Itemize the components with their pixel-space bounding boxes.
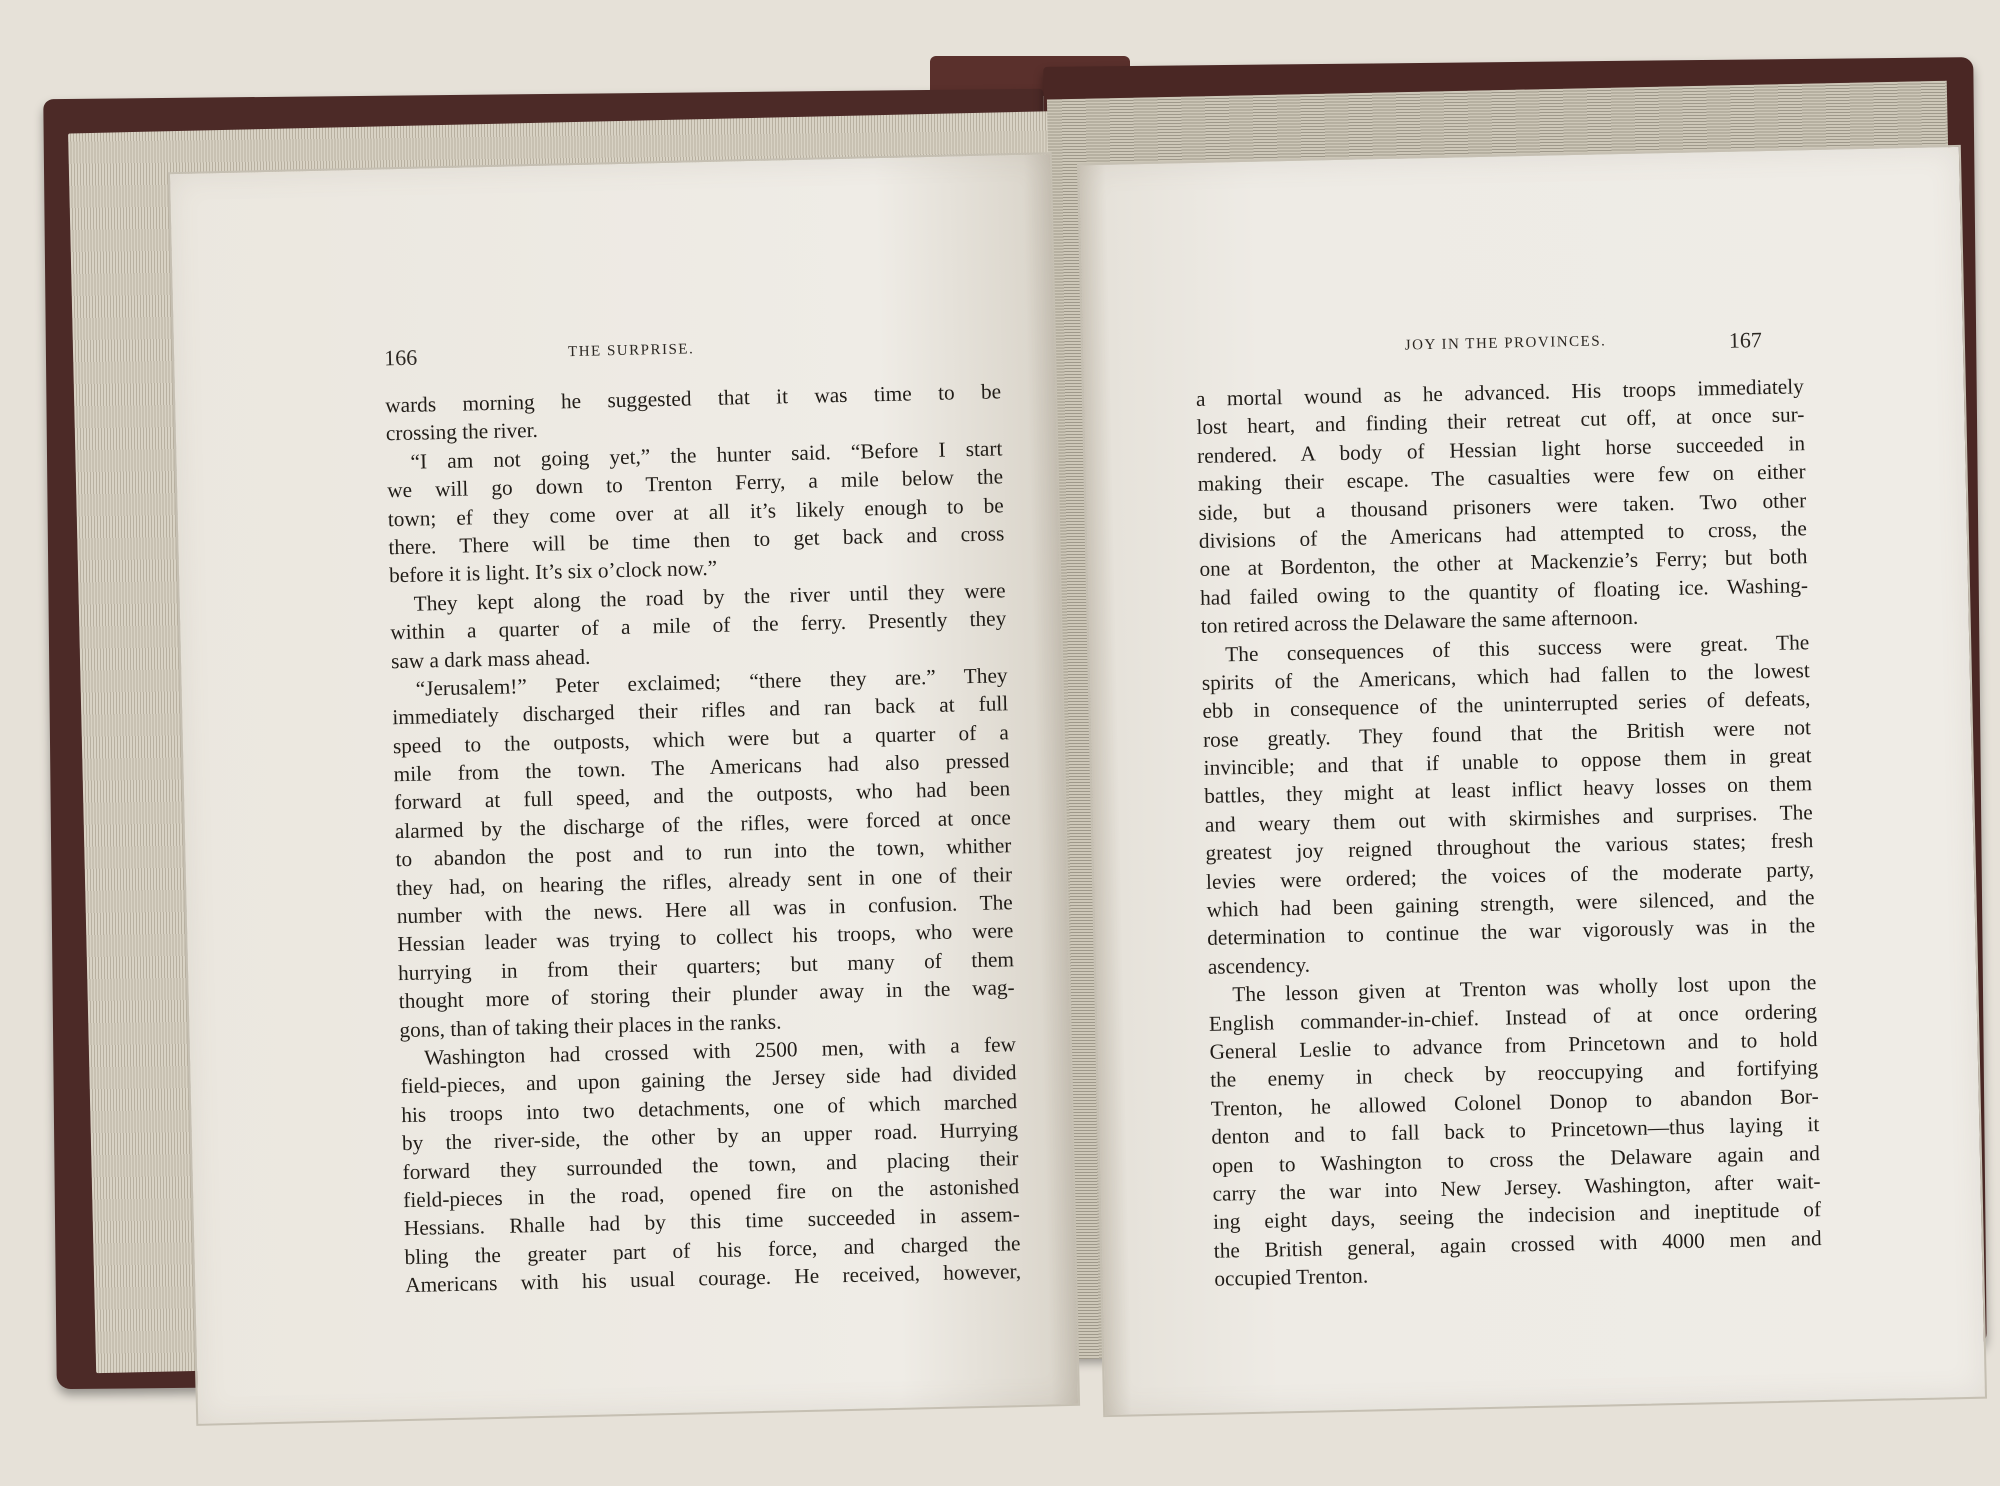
text-line: within a quarter of a mile of the ferry. Presently they — [390, 606, 1007, 645]
open-book — [50, 62, 1980, 1392]
text-line: immediately discharged their rifles and ran back at full — [392, 691, 1009, 730]
text-line: Washington had crossed with 2500 men, with a few — [423, 1032, 1017, 1070]
page-header-left — [174, 330, 1054, 380]
text-line: rendered. A body of Hessian light horse succeeded in — [1196, 430, 1806, 468]
text-line: determination to continue the war vigorously was in the — [1206, 913, 1816, 951]
text-line: The consequences of this success were great. The — [1225, 629, 1810, 666]
text-line: occupied Trenton. — [1214, 1263, 1369, 1291]
text-line: ton retired across the Delaware the same afternoon. — [1200, 604, 1639, 639]
running-head: THE SURPRISE. — [567, 341, 695, 361]
text-line: ing eight days, seeing the indecision and ineptitude of — [1212, 1197, 1822, 1235]
text-line: side, but a thousand prisoners were taken. Two other — [1198, 487, 1807, 525]
text-line: They kept along the road by the river until they were — [413, 578, 1006, 616]
running-head: JOY IN THE PROVINCES. — [1404, 333, 1607, 354]
text-line: General Leslie to advance from Princetown and to hold — [1209, 1027, 1818, 1064]
text-line: a mortal wound as he advanced. His troops immediately — [1195, 374, 1805, 411]
text-line: invincible; and that if unable to oppose them in great — [1203, 743, 1812, 780]
text-line: one at Bordenton, the other at Mackenzie’s Ferry; but both — [1199, 544, 1808, 582]
text-line: battles, they might at least inflict heavy losses on them — [1203, 771, 1813, 809]
text-line: there. There will be time then to get back and cross — [388, 521, 1005, 560]
text-line: number with the news. Here all was in confusion. The — [396, 890, 1013, 929]
text-line: crossing the river. — [385, 418, 539, 446]
text-line: Trenton, he allowed Colonel Donop to abandon Bor- — [1210, 1083, 1819, 1121]
text-line: thought more of storing their plunder away in the wag- — [398, 975, 1015, 1014]
text-line: had failed owing to the quantity of floating ice. Washing- — [1199, 572, 1809, 610]
text-line: levies were ordered; the voices of the moderate party, — [1205, 856, 1815, 894]
text-line: mile from the town. The Americans had also pressed — [393, 748, 1010, 787]
text-line: the British general, again crossed with 4000 men and — [1213, 1225, 1822, 1263]
body-text-left — [385, 377, 1021, 1299]
text-line: by the river-side, the other by an upper road. Hurrying — [401, 1117, 1019, 1156]
text-line: the enemy in check by reoccupying and fortifying — [1209, 1055, 1819, 1093]
text-line: speed to the outposts, which were but a quarter of a — [392, 719, 1010, 758]
text-line: English commander-in-chief. Instead of at once ordering — [1208, 998, 1818, 1036]
page-number: 166 — [383, 344, 418, 371]
text-line: divisions of the Americans had attempted to cross, the — [1198, 516, 1808, 553]
text-line: before it is light. It’s six o’clock now.” — [388, 556, 718, 588]
page-right — [1077, 145, 1987, 1417]
text-line: gons, than of taking their places in the ranks. — [399, 1009, 782, 1042]
page-left — [168, 152, 1080, 1426]
text-line: saw a dark mass ahead. — [390, 644, 591, 673]
text-line: ascendency. — [1207, 952, 1311, 979]
text-line: alarmed by the discharge of the rifles, were forced at once — [394, 805, 1012, 844]
text-line: Americans with his usual courage. He received, however, — [404, 1259, 1022, 1298]
text-line: “I am not going yet,” the hunter said. “Before I start — [410, 436, 1003, 474]
body-text-right — [1196, 372, 1823, 1293]
text-line: Hessian leader was trying to collect his troops, who were — [397, 918, 1014, 957]
text-line: The lesson given at Trenton was wholly lost upon the — [1232, 970, 1817, 1007]
text-line: we will go down to Trenton Ferry, a mile below the — [386, 464, 1004, 503]
text-line: town; ef they come over at all it’s likely enough to be — [387, 492, 1004, 531]
text-line: to abandon the post and to run into the town, whither — [395, 833, 1012, 872]
text-line: and weary them out with skirmishes and surprises. The — [1204, 799, 1813, 837]
text-line: carry the war into New Jersey. Washington, after wait- — [1212, 1168, 1821, 1206]
text-line: which had been gaining strength, were silenced, and the — [1206, 885, 1815, 922]
text-line: forward they surrounded the town, and placing their — [402, 1145, 1019, 1184]
text-line: ebb in consequence of the uninterrupted series of defeats, — [1202, 686, 1811, 724]
text-line: spirits of the Americans, which had fallen to the lowest — [1201, 658, 1810, 695]
text-line: field-pieces in the road, opened fire on the astonished — [402, 1174, 1020, 1213]
text-line: forward at full speed, and the outposts, who had been — [393, 776, 1011, 815]
text-line: making their escape. The casualties were few on either — [1197, 459, 1806, 497]
text-line: they had, on hearing the rifles, already sent in one of their — [395, 861, 1013, 900]
text-line: open to Washington to cross the Delaware again and — [1211, 1140, 1821, 1178]
text-line: Hessians. Rhalle had by this time succeeded in assem- — [403, 1202, 1021, 1241]
text-line: greatest joy reigned throughout the various states; fresh — [1205, 828, 1814, 866]
text-line: hurrying in from their quarters; but many of them — [397, 947, 1015, 985]
text-line: wards morning he suggested that it was time to be — [384, 379, 1002, 418]
page-number: 167 — [1728, 327, 1763, 353]
text-line: field-pieces, and upon gaining the Jersey side had divided — [400, 1060, 1017, 1099]
text-line: denton and to fall back to Princetown—thus laying it — [1211, 1112, 1820, 1149]
text-line: lost heart, and finding their retreat cut off, at once sur- — [1196, 402, 1805, 440]
text-line: bling the greater part of his force, and charged the — [404, 1230, 1021, 1269]
text-line: rose greatly. They found that the British were not — [1202, 714, 1812, 752]
text-line: his troops into two detachments, one of which marched — [401, 1088, 1018, 1127]
text-line: “Jerusalem!” Peter exclaimed; “there they are.” They — [415, 663, 1008, 701]
page-header-right — [1083, 323, 1963, 371]
